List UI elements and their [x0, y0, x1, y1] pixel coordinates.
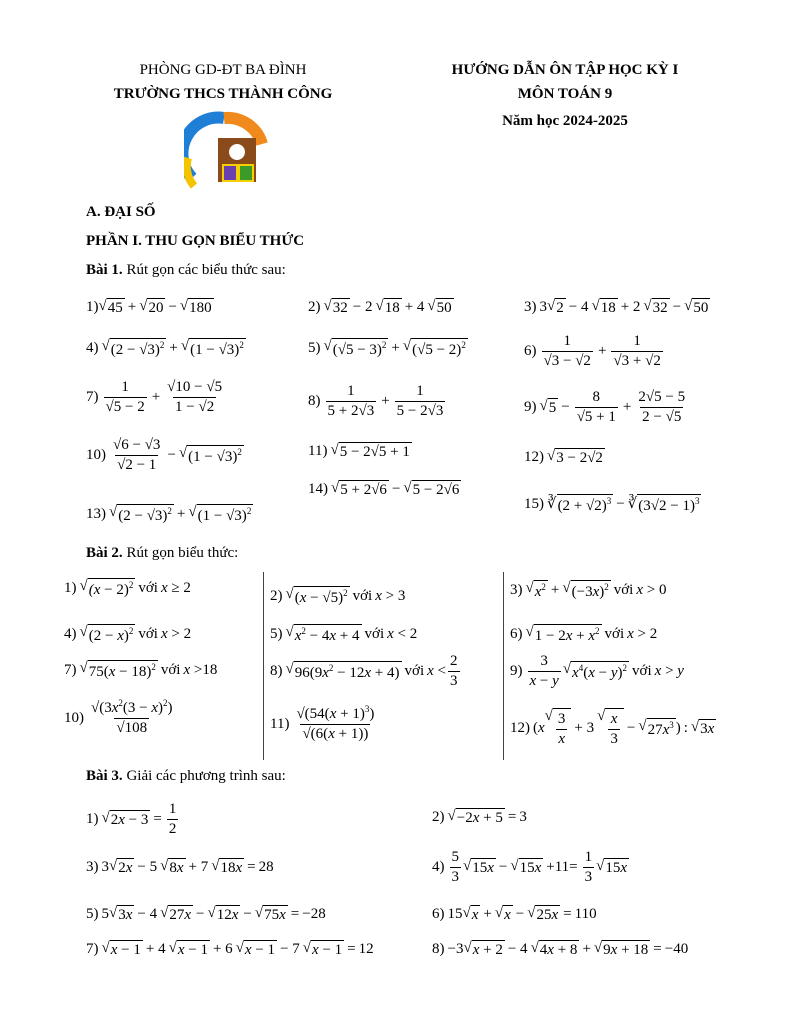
bai2-item-3: 3) √ $x^2$ + √ $(-3x)^2$ với x > 0 — [510, 580, 667, 600]
item-label: 5) — [86, 906, 99, 922]
school-logo-graphic — [184, 108, 268, 192]
item-label: 3) — [524, 299, 537, 315]
item-label: 2) — [308, 299, 321, 315]
bai3-title: Bài 3. — [86, 768, 123, 784]
column-separator-left — [263, 572, 264, 760]
item-label: 11) — [270, 715, 290, 732]
bai2-item-8: 8) √ $96(9x^2 - 12x + 4)$ với x < $\frac{2}{3}$ — [270, 652, 462, 691]
bai3-item-8: 8) −3 √ x + 2 − 4 √ 4x + 8 + √ 9x + 18 = −40 — [432, 940, 689, 958]
bai1-item-9: 9) √ 5 − $\frac{8}{√5 + 1}$ + $\frac{2√5 - 5}{2 - √5}$ — [524, 388, 689, 427]
item-label: 6) — [510, 626, 523, 642]
bai3-item-4: 4) $\frac{5}{3}$ √ 15x − √ 15x +11= $\frac{1}{3}$ √ 15x — [432, 848, 629, 887]
item-label: 4) — [64, 626, 77, 642]
bai3-desc: Giải các phương trình sau: — [126, 768, 286, 784]
bai2-title: Bài 2. — [86, 545, 123, 561]
bai1-title: Bài 1. — [86, 262, 123, 278]
bai2-item-4: 4) √ $(2 - x)^2$ với x > 2 — [64, 624, 192, 644]
voi-label: với — [613, 582, 634, 598]
bai2-item-12: 12) (x √ $\frac{3}{x}$ + 3 √ $\frac{x}{3}$ − √ $27x^3$ ) : √ 3x — [510, 708, 716, 749]
bai1-desc: Rút gọn các biểu thức sau: — [126, 262, 286, 278]
voi-label: với — [364, 626, 385, 642]
bai1-item-11: 11) √ 5 − 2√5 + 1 — [308, 442, 410, 460]
item-label: 10) — [64, 709, 84, 726]
item-label: 6) — [524, 343, 537, 360]
bai2-item-10: 10) $\frac{√(3x^2(3 - x)^2)}{√108}$ — [64, 698, 177, 738]
document-title: HƯỚNG DẪN ÔN TẬP HỌC KỲ I — [451, 62, 679, 78]
voi-label: với — [138, 626, 158, 642]
department-name: PHÒNG GD-ĐT BA ĐÌNH — [139, 62, 307, 78]
bai1-item-2: 2) √ 32 − 2 √ 18 + 4 √ 50 — [308, 298, 452, 316]
bai3-item-6: 6) 15 √ x + √ x − √ 25x = 110 — [432, 905, 597, 923]
bai1-item-13: 13) √ $(2 - √3)^2$ + √ $(1 - √3)^2$ — [86, 504, 252, 524]
item-label: 7) — [86, 389, 99, 406]
item-label: 1) — [86, 811, 99, 828]
bai1-item-7: 7) $\frac{1}{√5 - 2}$ + $\frac{√10 - √5}{1 - √2}$ — [86, 378, 226, 417]
bai2-item-2: 2) √ $(x - √5)^2$ với x > 3 — [270, 586, 406, 606]
item-label: 1) — [86, 299, 99, 315]
bai1-item-5: 5) √ $(√5 - 3)^2$ + √ $(√5 - 2)^2$ — [308, 338, 466, 358]
item-label: 2) — [270, 588, 283, 604]
item-label: 2) — [432, 809, 445, 825]
item-label: 7) — [86, 941, 99, 957]
bai1-item-6: 6) $\frac{1}{√3 - √2}$ + $\frac{1}{√3 + √2}$ — [524, 332, 665, 371]
section-a-heading: A. ĐẠI SỐ — [86, 204, 156, 220]
item-label: 7) — [64, 662, 77, 678]
item-label: 1) — [64, 580, 77, 596]
school-logo — [184, 108, 268, 192]
subject-title: MÔN TOÁN 9 — [517, 86, 613, 102]
item-label: 5) — [308, 340, 321, 356]
bai3-item-5: 5) 5 √ 3x − 4 √ 27x − √ 12x − √ 75x = −28 — [86, 905, 326, 923]
bai2-item-1: 1) √ $(x - 2)^2$ với x ≥ 2 — [64, 578, 191, 598]
item-label: 4) — [86, 340, 99, 356]
item-label: 12) — [524, 449, 544, 465]
bai1-heading — [86, 262, 286, 279]
item-label: 8) — [270, 663, 283, 680]
bai3-item-7: 7) √ x − 1 + 4 √ x − 1 + 6 √ x − 1 − 7 √ x − 1 = 12 — [86, 940, 374, 958]
bai2-item-9: 9) $\frac{3}{x - y}$ √ $x^4(x - y)^2$ với x > y — [510, 652, 684, 691]
item-label: 11) — [308, 443, 328, 459]
bai1-item-1: 1) √ 45 + √ 20 − √ 180 — [86, 298, 212, 316]
item-label: 15) — [524, 496, 544, 512]
item-label: 4) — [432, 859, 445, 876]
school-year: Năm học 2024-2025 — [502, 113, 628, 129]
bai3-item-3: 3) 3 √ 2x − 5 √ 8x + 7 √ 18x = 28 — [86, 858, 274, 876]
voi-label: với — [160, 662, 181, 678]
item-label: 12) — [510, 720, 530, 737]
voi-label: với — [404, 663, 425, 680]
school-name: TRƯỜNG THCS THÀNH CÔNG — [113, 86, 333, 102]
voi-label: với — [632, 663, 652, 680]
voi-label: với — [352, 588, 373, 604]
item-label: 10) — [86, 447, 106, 464]
bai3-item-2: 2) √ −2x + 5 = 3 — [432, 808, 527, 826]
item-label: 14) — [308, 481, 328, 497]
item-label: 6) — [432, 906, 445, 922]
bai2-item-7: 7) √ $75(x - 18)^2$ với x >18 — [64, 660, 218, 680]
item-label: 9) — [510, 663, 523, 680]
bai1-item-3: 3) 3 √ 2 − 4 √ 18 + 2 √ 32 − √ 50 — [524, 298, 709, 316]
bai2-heading — [86, 545, 238, 562]
item-label: 8) — [432, 941, 445, 957]
bai3-heading — [86, 768, 286, 785]
column-separator-right — [503, 572, 504, 760]
item-label: 5) — [270, 626, 283, 642]
part1-heading: PHẦN I. THU GỌN BIỂU THỨC — [86, 233, 305, 249]
voi-label: với — [138, 580, 158, 596]
bai1-item-8: 8) $\frac{1}{5 + 2√3}$ + $\frac{1}{5 - 2√3}$ — [308, 382, 447, 421]
bai1-item-4: 4) √ $(2 - √3)^2$ + √ $(1 - √3)^2$ — [86, 338, 244, 358]
item-label: 8) — [308, 393, 321, 410]
bai1-item-15: 15) ∛ $(2 + √2)^3$ − ∛ $(3√2 - 1)^3$ — [524, 496, 700, 514]
bai2-desc: Rút gọn biểu thức: — [126, 545, 239, 561]
bai1-item-14: 14) √ 5 + 2√6 − √ 5 − 2√6 — [308, 480, 460, 498]
voi-label: với — [604, 626, 625, 642]
bai3-item-1: 1) √ 2x − 3 = $\frac{1}{2}$ — [86, 800, 180, 839]
bai1-item-10: 10) $\frac{√6 - √3}{√2 - 1}$ − √ $(1 - √3)^2$ — [86, 436, 244, 475]
bai2-item-11: 11) $\frac{√(54(x + 1)^3)}{√(6(x + 1))}$ — [270, 704, 378, 744]
item-label: 9) — [524, 399, 537, 416]
bai2-item-5: 5) √ $x^2 - 4x + 4$ với x < 2 — [270, 624, 418, 644]
item-label: 13) — [86, 506, 106, 522]
item-label: 3) — [86, 859, 99, 875]
item-label: 3) — [510, 582, 523, 598]
bai1-item-12: 12) √ 3 − 2√2 — [524, 448, 603, 466]
bai2-item-6: 6) √ $1 - 2x + x^2$ với x > 2 — [510, 624, 658, 644]
